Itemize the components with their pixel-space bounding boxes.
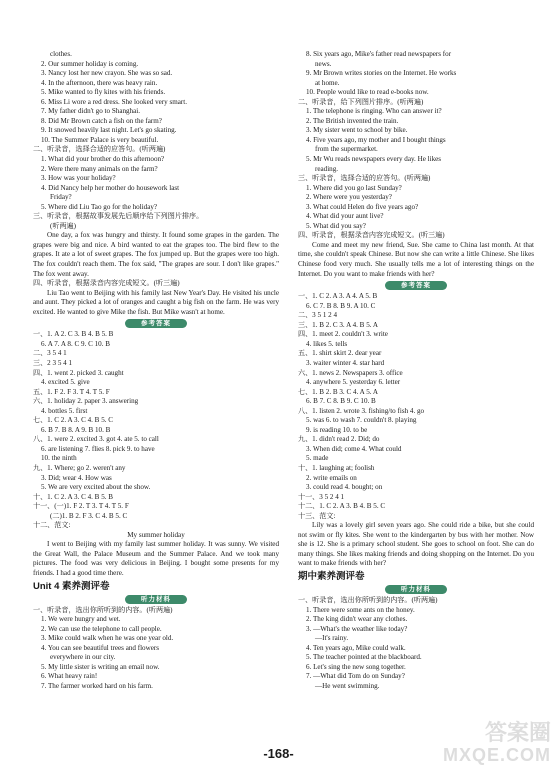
- text-line: 10. People would like to read e-books now.: [306, 88, 429, 97]
- text-line: 2. The British invented the train.: [306, 116, 399, 125]
- text-line: 6. Miss Li wore a red dress. She looked very smart.: [41, 97, 187, 106]
- text-line: 1. What did your brother do this afternoon?: [41, 155, 165, 164]
- text-line: 十、1. C 2. A 3. C 4. B 5. B: [33, 492, 114, 501]
- text-line: 5. My little sister is writing an email now.: [41, 662, 160, 671]
- answer-key-badge: 参考答案: [125, 319, 187, 328]
- text-line: 6. B 7. B 8. A 9. B 10. B: [41, 425, 111, 434]
- text-line: 10. the ninth: [41, 454, 77, 463]
- text-line: 2. We can use the telephone to call people.: [41, 624, 162, 633]
- left-pre: [33, 50, 279, 231]
- left-answers: [33, 330, 279, 530]
- watermark-line2: MXQE.COM: [442, 745, 551, 765]
- text-line: 2. Were there many animals on the farm?: [41, 164, 158, 173]
- sue-passage: Come and meet my new friend, Sue. She came to China last month. At that time, she couldn't speak Chinese. But now she can write a little Chinese. She likes Chinese food very much. She usually tells me a lot of interesting things on the Internet. Do you want to make friends with her?: [298, 240, 534, 278]
- text-line: 十三、范文:: [298, 511, 336, 520]
- text-line: 一、1. C 2. A 3. A 4. A 5. B: [298, 292, 378, 301]
- text-line: (二)1. B 2. F 3. C 4. B 5. C: [50, 511, 128, 520]
- text-line: 7. The farmer worked hard on his farm.: [41, 681, 153, 690]
- text-line: 3. How was your holiday?: [41, 174, 116, 183]
- text-line: 4. excited 5. give: [41, 378, 90, 387]
- text-line: 八、1. were 2. excited 3. got 4. ate 5. to call: [33, 435, 159, 444]
- section-four-title: 四、听录音，根据录音内容完成短文。(听三遍): [33, 279, 180, 288]
- text-line: 六、1. holiday 2. paper 3. answering: [33, 397, 139, 406]
- text-line: 八、1. listen 2. wrote 3. fishing/to fish 4. go: [298, 406, 425, 415]
- text-line: 1. Where did you go last Sunday?: [306, 183, 402, 192]
- text-line: 十一、(一)1. F 2. T 3. T 4. T 5. F: [33, 502, 129, 511]
- text-line: from the supermarket.: [315, 145, 378, 154]
- text-line: 3. Mike could walk when he was one year old.: [41, 634, 174, 643]
- listening-material-badge: 听力材料: [385, 585, 447, 594]
- text-line: 3. —What's the weather like today?: [306, 624, 408, 633]
- text-line: clothes.: [50, 50, 72, 58]
- text-line: 9. is reading 10. to be: [306, 425, 368, 434]
- text-line: 9. Mr Brown writes stories on the Internet. He works: [306, 69, 457, 78]
- text-line: 四、1. went 2. picked 3. caught: [33, 368, 124, 377]
- text-line: 1. There were some ants on the honey.: [306, 605, 415, 614]
- text-line: 2. Where were you yesterday?: [306, 193, 392, 202]
- unit-title: 期中素养测评卷: [298, 570, 365, 582]
- text-line: 7. My father didn't go to Shanghai.: [41, 107, 141, 116]
- text-line: 5. What did you say?: [306, 221, 366, 230]
- text-line: 6. What heavy rain!: [41, 672, 98, 681]
- text-line: 6. are listening 7. flies 8. pick 9. to have: [41, 444, 155, 453]
- text-line: 3. could read 4. bought; on: [306, 483, 383, 492]
- text-line: 五、1. shirt skirt 2. dear year: [298, 349, 382, 358]
- text-line: 5. made: [306, 454, 329, 463]
- model-essay: I went to Beijing with my family last summer holiday. It was sunny. We visited the Great Wall, the Palace Museum and the Summer Palace. And we took many pictures. The food was very delicious in Beijing. I bought some presents for my friends. I had a good time there.: [33, 540, 279, 577]
- text-line: 十二、范文:: [33, 521, 71, 530]
- right-pre: [298, 50, 534, 241]
- text-line: 二、听录音，选择合适的应答句。(听两遍): [33, 145, 166, 154]
- text-line: 5. was 6. to wash 7. couldn't 8. playing: [306, 416, 417, 425]
- text-line: 6. B 7. C 8. B 9. C 10. B: [306, 397, 376, 406]
- text-line: 一、听录音，选出你所听到的内容。(听两遍): [33, 605, 173, 614]
- text-line: 4. Five years ago, my mother and I bought things: [306, 135, 446, 144]
- text-line: 二、听录音，给下列图片排序。(听两遍): [298, 97, 424, 106]
- text-line: (听两遍): [50, 221, 77, 230]
- text-line: at home.: [315, 78, 340, 87]
- text-line: 五、1. F 2. F 3. T 4. T 5. F: [33, 387, 110, 396]
- liu-tao-passage: Liu Tao went to Beijing with his family last New Year's Day. He visited his uncle and aunt. They picked a lot of oranges and caught a big fish on the farm. He was very excited. He wanted to give Mike the fish. But Mike wasn't at home.: [33, 288, 279, 316]
- text-line: 三、2 3 5 4 1: [33, 358, 73, 367]
- text-line: 4. Ten years ago, Mike could walk.: [306, 643, 406, 652]
- watermark-logo: [441, 721, 551, 773]
- text-line: 九、1. Where; go 2. weren't any: [33, 463, 126, 472]
- text-line: 4. What did your aunt live?: [306, 212, 384, 221]
- right-column: [298, 50, 534, 691]
- text-line: Friday?: [50, 193, 72, 202]
- text-line: 5. The teacher pointed at the blackboard.: [306, 653, 422, 662]
- text-line: 三、听录音，根据故事发展先后顺序给下列图片排序。: [33, 212, 204, 221]
- text-line: 4. In the afternoon, there was heavy rain.: [41, 78, 158, 87]
- text-line: 5. Mr Wu reads newspapers every day. He likes: [306, 155, 442, 164]
- essay-title: My summer holiday: [127, 530, 185, 539]
- text-line: reading.: [315, 164, 339, 173]
- text-line: news.: [315, 59, 332, 68]
- text-line: 5. We are very excited about the show.: [41, 483, 151, 492]
- watermark-line1: 答案圈: [484, 720, 551, 745]
- text-line: 6. C 7. B 8. B 9. A 10. C: [306, 301, 376, 310]
- text-line: 4. You can see beautiful trees and flowers: [41, 643, 159, 652]
- text-line: everywhere in our city.: [50, 653, 116, 662]
- text-line: 3. My sister went to school by bike.: [306, 126, 408, 135]
- text-line: 1. The telephone is ringing. Who can answer it?: [306, 107, 442, 116]
- text-line: 三、听录音，选择合适的应答句。(听两遍): [298, 174, 431, 183]
- text-line: 九、1. didn't read 2. Did; do: [298, 435, 380, 444]
- text-line: 6. Let's sing the new song together.: [306, 662, 406, 671]
- text-line: 十、1. laughing at; foolish: [298, 463, 375, 472]
- text-line: 2. Our summer holiday is coming.: [41, 59, 139, 68]
- left-column: [33, 50, 279, 691]
- text-line: 六、1. news 2. Newspapers 3. office: [298, 368, 403, 377]
- text-line: 二、3 5 1 2 4: [298, 311, 338, 320]
- text-line: 5. Where did Liu Tao go for the holiday?: [41, 202, 158, 211]
- text-line: 4. bottles 5. first: [41, 406, 88, 415]
- text-line: 四、1. meet 2. couldn't 3. write: [298, 330, 388, 339]
- answer-key-badge: 参考答案: [385, 281, 447, 290]
- text-line: 5. Mike wanted to fly kites with his friends.: [41, 88, 166, 97]
- listening-material-badge: 听力材料: [125, 595, 187, 604]
- text-line: 3. waiter winter 4. star hard: [306, 358, 385, 367]
- text-line: 十二、1. C 2. A 3. B 4. B 5. C: [298, 502, 386, 511]
- text-line: 8. Six years ago, Mike's father read newspapers for: [306, 50, 452, 58]
- text-line: 3. Nancy lost her new crayon. She was so sad.: [41, 69, 173, 78]
- text-line: —He went swimming.: [315, 681, 380, 690]
- left-unit-lines: [33, 606, 279, 692]
- text-line: 7. —What did Tom do on Sunday?: [306, 672, 405, 681]
- text-line: 二、3 5 4 1: [33, 349, 67, 358]
- right-answers: [298, 292, 534, 521]
- page-number: -168-: [263, 746, 294, 761]
- text-line: 8. Did Mr Brown catch a fish on the farm?: [41, 116, 162, 125]
- text-line: 4. Did Nancy help her mother do housework last: [41, 183, 180, 192]
- model-essay: Lily was a lovely girl seven years ago. She could ride a bike, but she could not swim or fly kites. She went to the kindergarten by bus with her mother. Now she is 12. She is a primary school student. She goes to school on foot. She can do many things. She likes making friends and doing shopping on the Internet. Do you want to make friends with her?: [298, 521, 534, 568]
- text-line: 2. write emails on: [306, 473, 357, 482]
- text-line: 十一、3 5 2 4 1: [298, 492, 345, 501]
- text-line: —It's rainy.: [315, 634, 349, 643]
- text-line: 七、1. B 2. B 3. C 4. A 5. A: [298, 387, 379, 396]
- right-unit-lines: [298, 596, 534, 691]
- text-line: 一、听录音，选出你所听到的内容。(听两遍): [298, 595, 438, 604]
- text-line: 1. We were hungry and wet.: [41, 615, 121, 624]
- fox-story: One day, a fox was hungry and thirsty. It found some grapes in the garden. The grapes were big and nice. A bird wanted to eat the grapes too. The bird flew to the grapes. It ate a lot of sweet grapes. The fox jumped up. But the grapes were too high. The fox couldn't reach them. The fox said, "The grapes are sour. I don't like grapes." The fox went away.: [33, 231, 279, 278]
- text-line: 七、1. C 2. A 3. C 4. B 5. C: [33, 416, 114, 425]
- unit-title: Unit 4 素养测评卷: [33, 580, 110, 592]
- text-line: 2. The king didn't wear any clothes.: [306, 615, 408, 624]
- text-line: 3. When did; come 4. What could: [306, 444, 402, 453]
- text-line: 一、1. A 2. C 3. B 4. B 5. B: [33, 330, 114, 339]
- text-line: 9. It snowed heavily last night. Let's go skating.: [41, 126, 177, 135]
- text-line: 10. The Summer Palace is very beautiful.: [41, 135, 159, 144]
- text-line: 3. Did; wear 4. How was: [41, 473, 112, 482]
- text-line: 3. What could Helen do five years ago?: [306, 202, 419, 211]
- text-line: 4. likes 5. tells: [306, 339, 348, 348]
- text-line: 4. anywhere 5. yesterday 6. letter: [306, 378, 401, 387]
- text-line: 三、1. B 2. C 3. A 4. B 5. A: [298, 320, 379, 329]
- text-line: 四、听录音，根据录音内容完成短文。(听三遍): [298, 231, 445, 240]
- text-line: 6. A 7. A 8. C 9. C 10. B: [41, 339, 110, 348]
